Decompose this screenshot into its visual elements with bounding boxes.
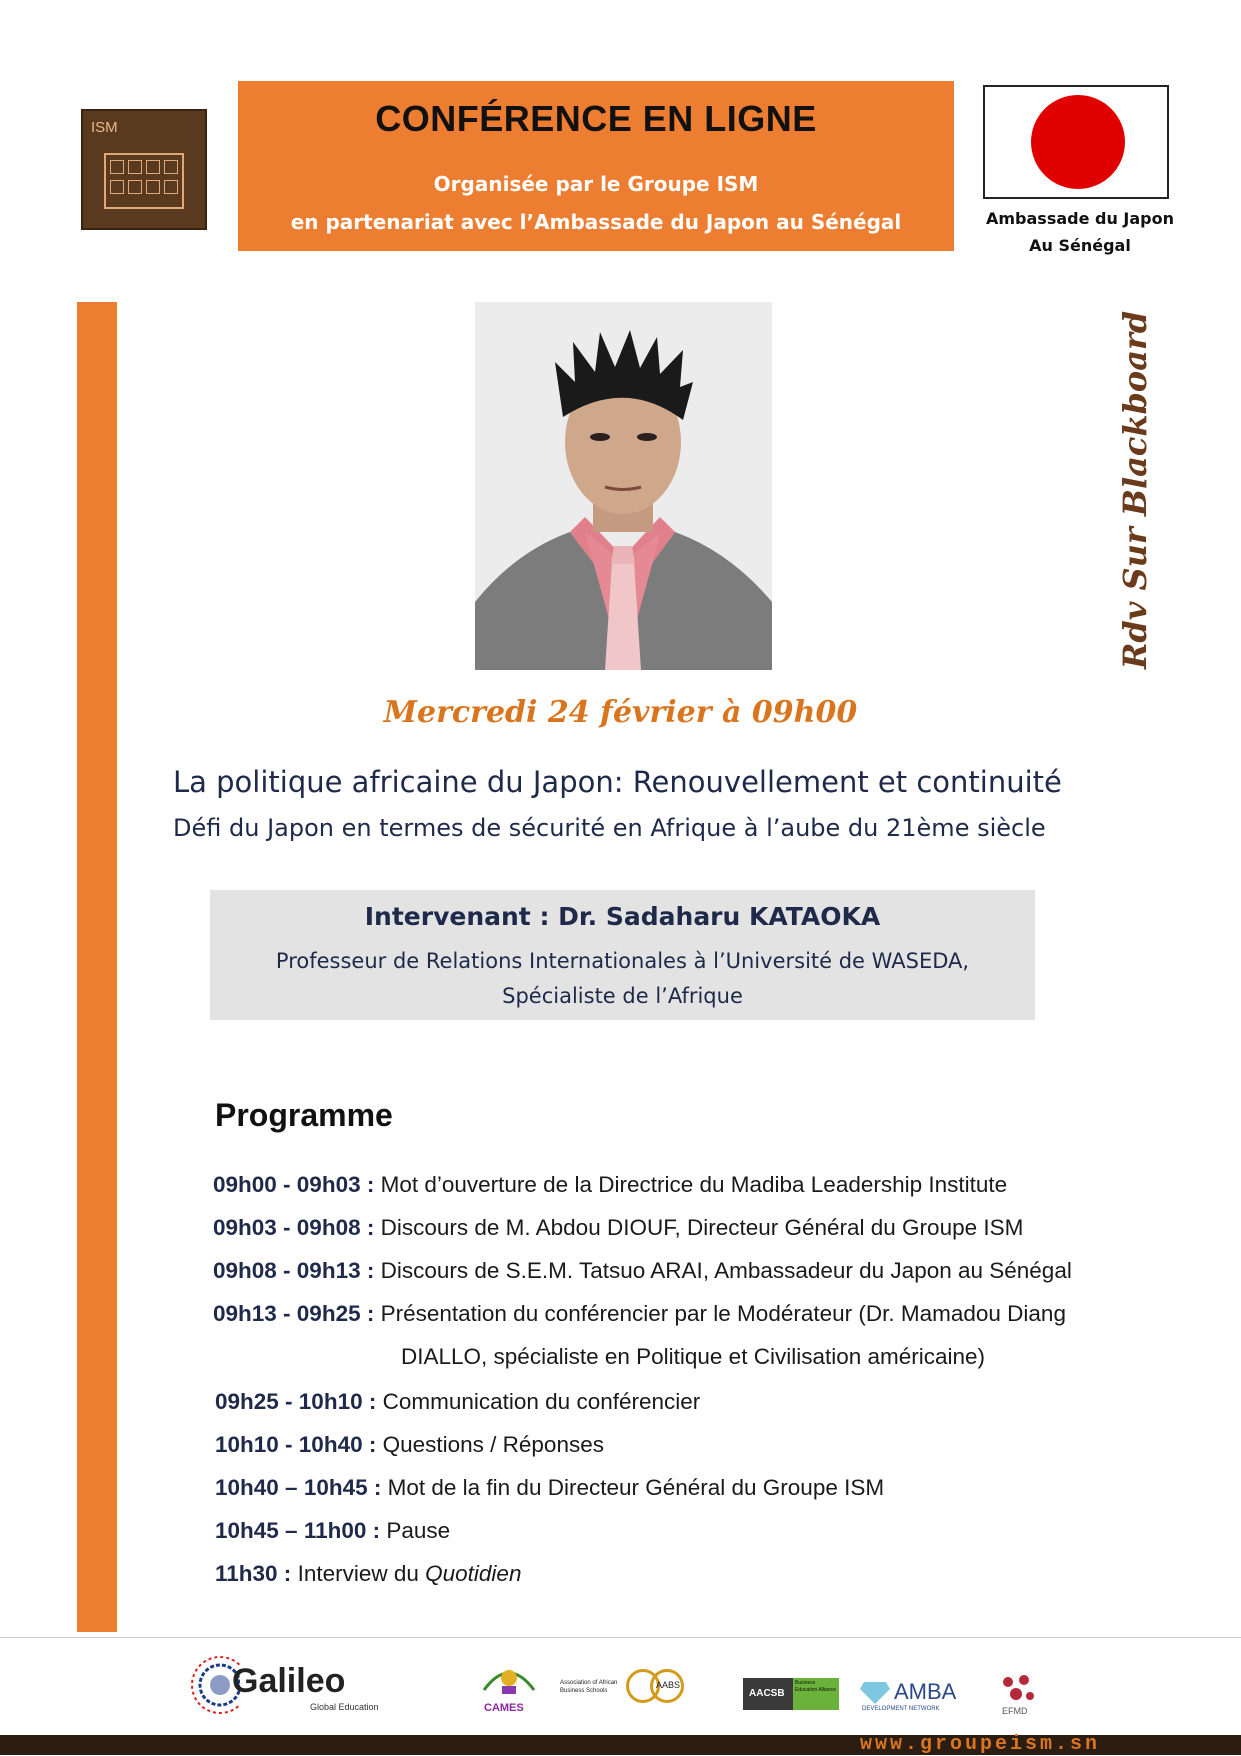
embassy-label <box>975 205 1185 259</box>
programme-time: 10h40 – 10h45 : <box>215 1475 382 1500</box>
website-link[interactable]: www.groupeism.sn <box>860 1733 1101 1756</box>
programme-item <box>215 1518 450 1544</box>
header-banner <box>238 81 954 251</box>
japan-flag-icon <box>983 85 1169 199</box>
programme-item <box>213 1301 1066 1327</box>
efmd-network-icon <box>998 1674 1038 1704</box>
programme-text: Pause <box>380 1518 451 1543</box>
ism-logo-text: ISM <box>91 119 118 136</box>
programme-item <box>215 1561 521 1587</box>
aacsb-side-text: Business Education Alliance <box>793 1678 839 1710</box>
header-subtitle <box>238 165 954 241</box>
programme-text-emphasis: Quotidien <box>425 1561 522 1586</box>
programme-item <box>215 1432 604 1458</box>
page-title: CONFÉRENCE EN LIGNE <box>375 98 817 139</box>
programme-time: 09h08 - 09h13 : <box>213 1258 375 1283</box>
cames-label: CAMES <box>484 1702 524 1714</box>
programme-text: Communication du conférencier <box>376 1389 701 1414</box>
header-subtitle-line1: Organisée par le Groupe ISM <box>433 172 759 196</box>
left-accent-bar <box>77 302 117 1632</box>
galileo-sub: Global Education <box>310 1702 379 1712</box>
ism-logo <box>81 109 207 230</box>
programme-text: Discours de M. Abdou DIOUF, Directeur Général du Groupe ISM <box>374 1215 1024 1240</box>
programme-item <box>213 1172 1007 1198</box>
programme-text-continuation: DIALLO, spécialiste en Politique et Civilisation américaine) <box>401 1344 986 1369</box>
footer-divider <box>0 1637 1241 1638</box>
header-subtitle-line2: en partenariat avec l’Ambassade du Japon au Sénégal <box>290 210 902 234</box>
aabs-logo <box>560 1665 720 1715</box>
amba-sub: DEVELOPMENT NETWORK <box>862 1706 940 1712</box>
programme-text: Interview du <box>291 1561 426 1586</box>
speaker-name: Intervenant : Dr. Sadaharu KATAOKA <box>364 902 881 931</box>
programme-text: Discours de S.E.M. Tatsuo ARAI, Ambassadeur du Japon au Sénégal <box>374 1258 1072 1283</box>
programme-item <box>213 1215 1023 1241</box>
galileo-name: Galileo <box>232 1662 346 1700</box>
speaker-box <box>210 890 1035 1020</box>
embassy-line1: Ambassade du Japon <box>985 209 1175 228</box>
programme-time: 09h25 - 10h10 : <box>215 1389 377 1414</box>
aacsb-logo <box>743 1678 839 1710</box>
programme-time: 11h30 : <box>215 1561 292 1586</box>
side-vertical-text <box>1105 310 1165 670</box>
speaker-role-line1: Professeur de Relations Internationales à l’Université de WASEDA, <box>275 949 970 973</box>
event-date: Mercredi 24 février à 09h00 <box>383 695 858 730</box>
speaker-role <box>210 944 1035 1014</box>
building-icon <box>104 153 184 209</box>
efmd-label: EFMD <box>1002 1706 1028 1716</box>
galileo-logo <box>190 1650 390 1720</box>
rising-sun <box>1031 95 1125 189</box>
programme-text: Mot de la fin du Directeur Général du Groupe ISM <box>381 1475 885 1500</box>
aabs-small-text: Association of African Business Schools <box>560 1680 618 1694</box>
programme-title: Programme <box>215 1097 393 1133</box>
programme-item <box>215 1389 700 1415</box>
programme-time: 09h03 - 09h08 : <box>213 1215 375 1240</box>
side-text-label: Rdv Sur Blackboard <box>1116 310 1154 670</box>
amba-logo <box>860 1676 975 1716</box>
programme-time: 09h13 - 09h25 : <box>213 1301 375 1326</box>
programme-text: Présentation du conférencier par le Modérateur (Dr. Mamadou Diang <box>374 1301 1066 1326</box>
programme-item <box>213 1258 1072 1284</box>
embassy-line2: Au Sénégal <box>1029 236 1131 255</box>
aacsb-label: AACSB <box>749 1688 785 1699</box>
amba-label: AMBA <box>894 1679 957 1704</box>
cames-logo <box>478 1660 540 1720</box>
topic-subtitle: Défi du Japon en termes de sécurité en Afrique à l’aube du 21ème siècle <box>173 814 1046 842</box>
programme-time: 10h45 – 11h00 : <box>215 1518 381 1543</box>
programme-time: 10h10 - 10h40 : <box>215 1432 377 1457</box>
topic-title: La politique africaine du Japon: Renouvellement et continuité <box>173 765 1062 799</box>
programme-text: Mot d’ouverture de la Directrice du Madiba Leadership Institute <box>374 1172 1008 1197</box>
efmd-logo <box>998 1674 1044 1718</box>
speaker-photo <box>475 302 772 670</box>
programme-item <box>215 1475 884 1501</box>
cames-emblem-icon <box>478 1660 540 1704</box>
diamond-icon <box>860 1680 890 1704</box>
speaker-role-line2: Spécialiste de l’Afrique <box>502 984 743 1008</box>
aabs-label: AABS <box>656 1680 681 1690</box>
programme-text: Questions / Réponses <box>376 1432 604 1457</box>
programme-time: 09h00 - 09h03 : <box>213 1172 375 1197</box>
